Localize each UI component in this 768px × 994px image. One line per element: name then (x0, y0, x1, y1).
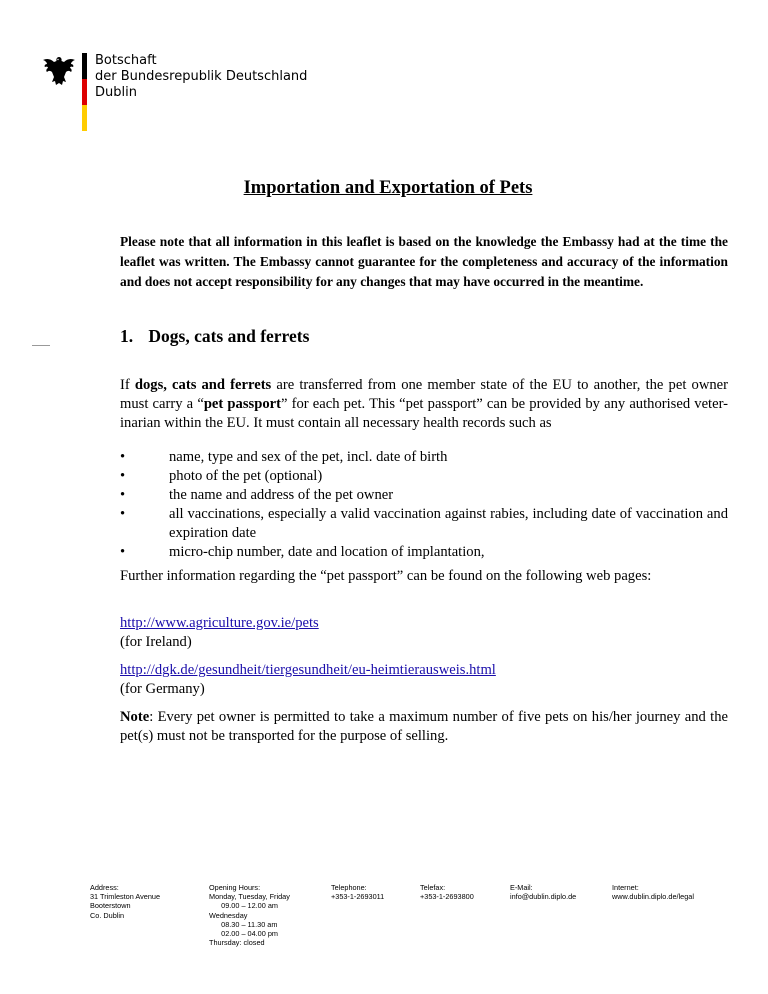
link-caption: (for Germany) (120, 681, 205, 697)
footer-telephone: Telephone: +353-1-2693011 (331, 883, 385, 902)
federal-eagle-icon (42, 55, 76, 87)
list-item: • micro-chip number, date and location of implantation, (120, 544, 485, 560)
flag-stripe-red (82, 79, 87, 105)
note-paragraph: Note: Every pet owner is permitted to take a maximum number of five pets on his/her journey and the pet(s) must not be transported for the purpose of selling. (120, 709, 728, 744)
embassy-line: der Bundesrepublik Deutschland (95, 69, 308, 84)
footer-telefax: Telefax: +353-1-2693800 (420, 883, 474, 902)
embassy-line: Dublin (95, 85, 137, 100)
footer-internet: Internet: www.dublin.diplo.de/legal (612, 883, 694, 902)
german-flag-bar (82, 53, 87, 131)
list-item: • the name and address of the pet owner (120, 487, 394, 503)
list-item: • all vaccinations, especially a valid vaccination against rabies, including date of vaccination and expiration date (120, 506, 728, 541)
footer-opening-hours: Opening Hours: Monday, Tuesday, Friday 09.00 – 12.00 am Wednesday 08.30 – 11.30 am 02.00 – 04.00 pm Thursday: closed (209, 883, 290, 948)
footer-email: E-Mail: info@dublin.diplo.de (510, 883, 577, 902)
section-heading (120, 326, 309, 347)
section-title: Dogs, cats and ferrets (148, 326, 310, 346)
ireland-pets-link[interactable]: http://www.agriculture.gov.ie/pets (120, 615, 319, 631)
link-caption: (for Ireland) (120, 634, 192, 650)
footer-address: Address: 31 Trimleston Avenue Booterstown Co. Dublin (90, 883, 161, 920)
list-item: • photo of the pet (optional) (120, 468, 323, 484)
note-label: Note (120, 709, 150, 725)
embassy-line: Botschaft (95, 53, 157, 68)
list-item: • name, type and sex of the pet, incl. date of birth (120, 449, 448, 465)
germany-link-block (120, 661, 728, 699)
embassy-name (95, 53, 355, 101)
document-title: Importation and Exportation of Pets (243, 178, 533, 198)
disclaimer-notice: Please note that all information in this leaflet is based on the knowledge the Embassy had at the time the leaflet was written. The Embassy cannot guarantee for the completeness and accuracy of the information and does not accept responsibility for any changes that may have occurred in the meantime. (120, 234, 728, 289)
margin-mark (32, 345, 50, 346)
flag-stripe-black (82, 53, 87, 79)
health-records-list (120, 448, 728, 562)
further-info-paragraph: Further information regarding the “pet passport” can be found on the following web pages: (120, 568, 652, 584)
germany-pets-link[interactable]: http://dgk.de/gesundheit/tiergesundheit/eu-heimtierausweis.html (120, 662, 496, 678)
intro-paragraph: If dogs, cats and ferrets are transferred from one member state of the EU to another, the pet owner must carry a “pet passport” for each pet. This “pet passport” can be provided by any authorised veter-inarian within the EU. It must contain all necessary health records such as (120, 377, 729, 431)
section-number: 1. (120, 326, 134, 346)
flag-stripe-gold (82, 105, 87, 131)
ireland-link-block (120, 614, 728, 652)
